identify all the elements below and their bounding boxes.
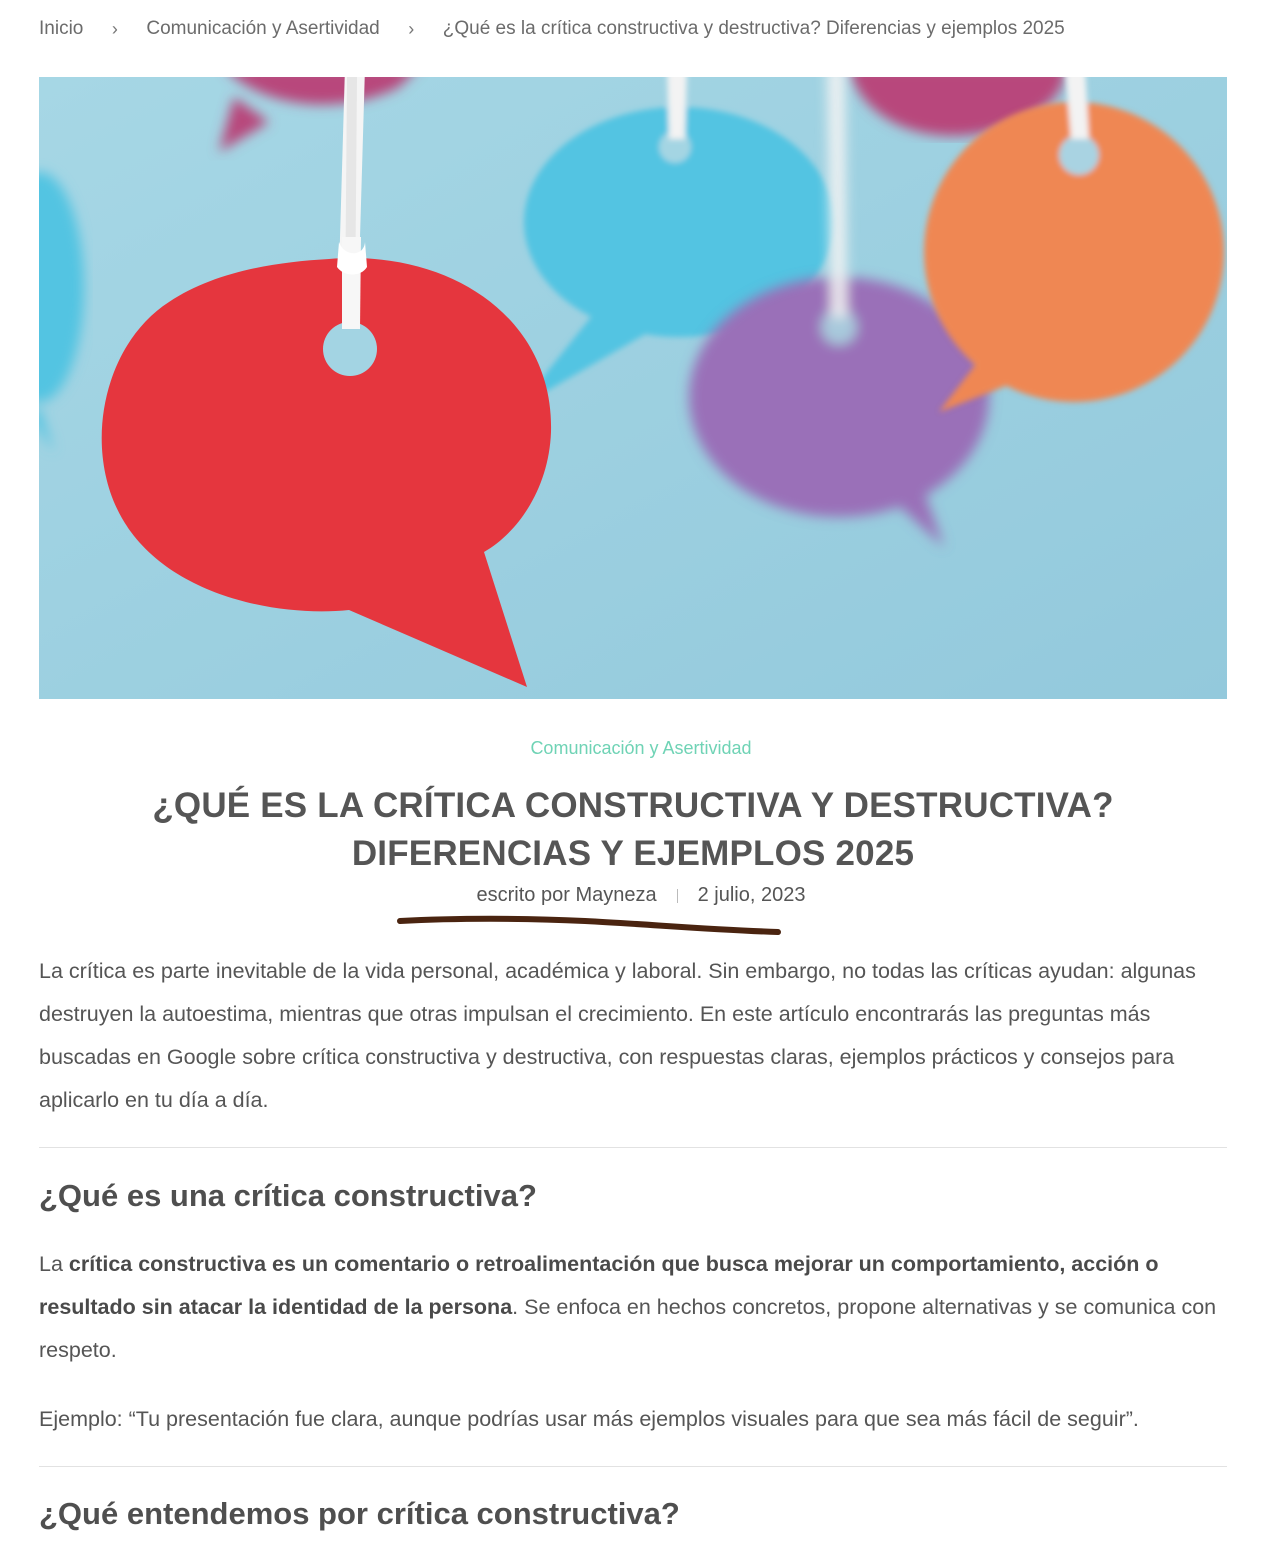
featured-image	[39, 77, 1227, 699]
intro-paragraph: La crítica es parte inevitable de la vida personal, académica y laboral. Sin embargo, no todas las críticas ayudan: algunas destruyen la autoestima, mientras que otras impulsan el crecimiento. En este artículo encontrarás las preguntas más buscadas en Google sobre crítica constructiva y destructiva, con respuestas claras, ejemplos prácticos y consejos para aplicarlo en tu día a día.	[39, 959, 1196, 1112]
definition-start: La	[39, 1252, 69, 1276]
meta-divider	[677, 889, 678, 903]
post-author	[477, 884, 657, 907]
example-paragraph: Ejemplo: “Tu presentación fue clara, aunque podrías usar más ejemplos visuales para que sea más fácil de seguir”.	[39, 1407, 1139, 1431]
speech-bubbles-illustration	[39, 77, 1227, 699]
chevron-right-icon: ›	[408, 18, 415, 39]
breadcrumb-current: ¿Qué es la crítica constructiva y destructiva? Diferencias y ejemplos 2025	[442, 18, 1065, 39]
breadcrumb-home-link[interactable]: Inicio	[39, 18, 84, 39]
section-heading: ¿Qué entendemos por crítica constructiva?	[39, 1496, 680, 1531]
section-divider	[39, 1466, 1227, 1467]
article-body	[39, 950, 1227, 1534]
breadcrumb-category-link[interactable]: Comunicación y Asertividad	[146, 18, 380, 39]
chevron-right-icon: ›	[111, 18, 118, 39]
post-date: 2 julio, 2023	[697, 884, 806, 906]
definition-bold: crítica constructiva es un comentario o retroalimentación que busca mejorar un comportamiento, acción o resultado sin atacar la identidad de la persona	[39, 1252, 1159, 1319]
section-divider	[39, 1147, 1227, 1148]
author-prefix: escrito por	[476, 884, 576, 906]
definition-paragraph	[39, 1243, 1227, 1372]
post-category-link[interactable]: Comunicación y Asertividad	[530, 738, 752, 758]
breadcrumb	[39, 18, 1065, 40]
definition-end: . Se enfoca en hechos concretos, propone alternativas y se comunica con respeto.	[39, 1295, 1217, 1362]
post-title: ¿QUÉ ES LA CRÍTICA CONSTRUCTIVA Y DESTRUCTIVA? DIFERENCIAS Y EJEMPLOS 2025	[152, 786, 1114, 873]
section-heading: ¿Qué es una crítica constructiva?	[39, 1178, 537, 1213]
author-link[interactable]: Mayneza	[575, 884, 657, 906]
hand-drawn-underline	[395, 912, 785, 940]
post-meta	[0, 884, 1282, 907]
